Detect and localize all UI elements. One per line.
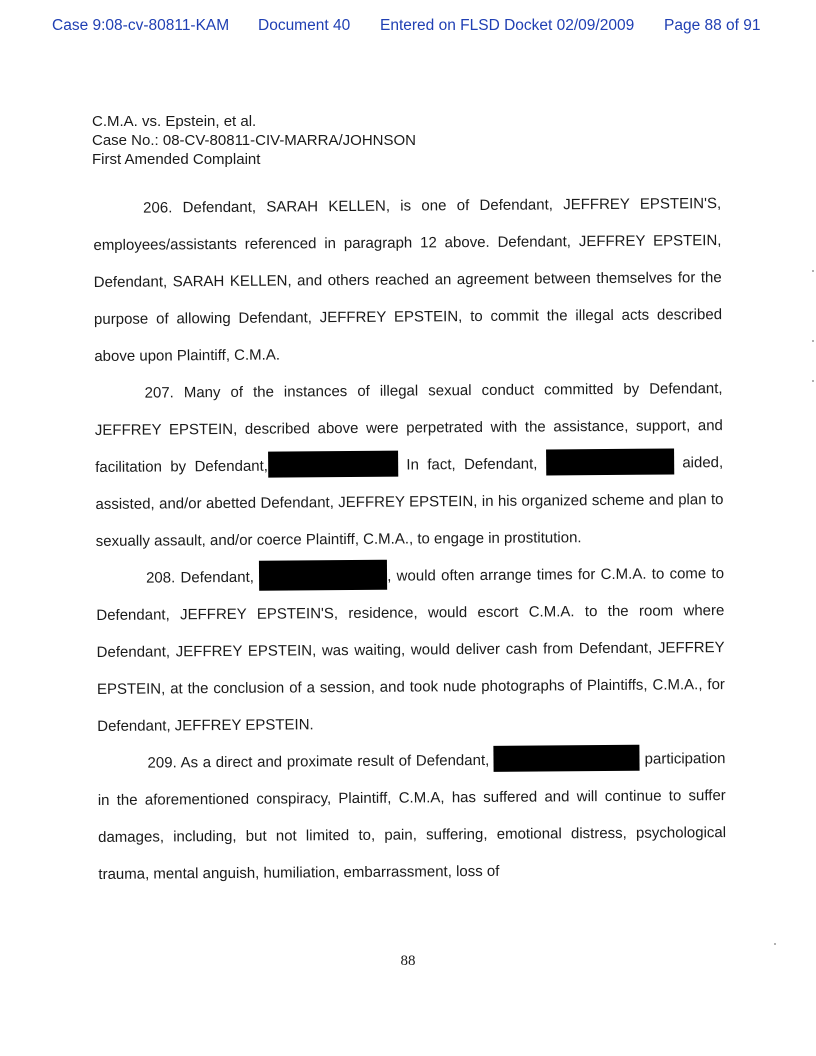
header-document: Document 40: [258, 17, 351, 34]
page-number: 88: [400, 953, 416, 969]
caption-case-no: Case No.: 08-CV-80811-CIV-MARRA/JOHNSON: [92, 132, 416, 149]
paragraph-209: 209. As a direct and proximate result of Defendant, participation in the aforementioned conspiracy, Plaintiff, C.M.A, has suffered and will continue to suffer damages, including, but not limited to, pain, suffering, emotional distress, psychological trauma, mental anguish, humiliation, embarrassment, loss of: [97, 740, 726, 893]
header-case-number: Case 9:08-cv-80811-KAM: [52, 17, 230, 34]
scan-speck: [812, 270, 814, 272]
case-caption: [92, 112, 416, 169]
complaint-body: [93, 185, 727, 893]
redaction-box: [268, 451, 398, 478]
caption-parties: C.M.A. vs. Epstein, et al.: [92, 113, 257, 130]
header-entered: Entered on FLSD Docket 02/09/2009: [380, 17, 635, 34]
scan-speck: [812, 340, 814, 342]
redaction-box: [494, 745, 640, 772]
paragraph-206: 206. Defendant, SARAH KELLEN, is one of Defendant, JEFFREY EPSTEIN'S, employees/assistants referenced in paragraph 12 above. Defendant, JEFFREY EPSTEIN, Defendant, SARAH KELLEN, and others reached an agreement between themselves for the purpose of allowing Defendant, JEFFREY EPSTEIN, to commit the illegal acts described above upon Plaintiff, C.M.A.: [93, 195, 723, 365]
caption-title: First Amended Complaint: [92, 151, 261, 168]
paragraph-208: 208. Defendant, , would often arrange times for C.M.A. to come to Defendant, JEFFREY EPSTEIN'S, residence, would escort C.M.A. to the room where Defendant, JEFFREY EPSTEIN, was waiting, would deliver cash from Defendant, JEFFREY EPSTEIN, at the conclusion of a session, and took nude photographs of Plaintiffs, C.M.A., for Defendant, JEFFREY EPSTEIN.: [96, 555, 725, 745]
redaction-box: [546, 448, 674, 475]
redaction-box: [259, 560, 387, 591]
header-page: Page 88 of 91: [664, 17, 761, 34]
scan-speck: [774, 943, 776, 945]
paragraph-207: 207. Many of the instances of illegal sexual conduct committed by Defendant, JEFFREY EPSTEIN, described above were perpetrated with the assistance, support, and facilitation by Defendant, In fact, Defendant, aided, assisted, and/or abetted Defendant, JEFFREY EPSTEIN, in his organized scheme and plan to sexually assault, and/or coerce Plaintiff, C.M.A., to engage in prostitution.: [94, 380, 724, 550]
scan-speck: [812, 380, 814, 382]
